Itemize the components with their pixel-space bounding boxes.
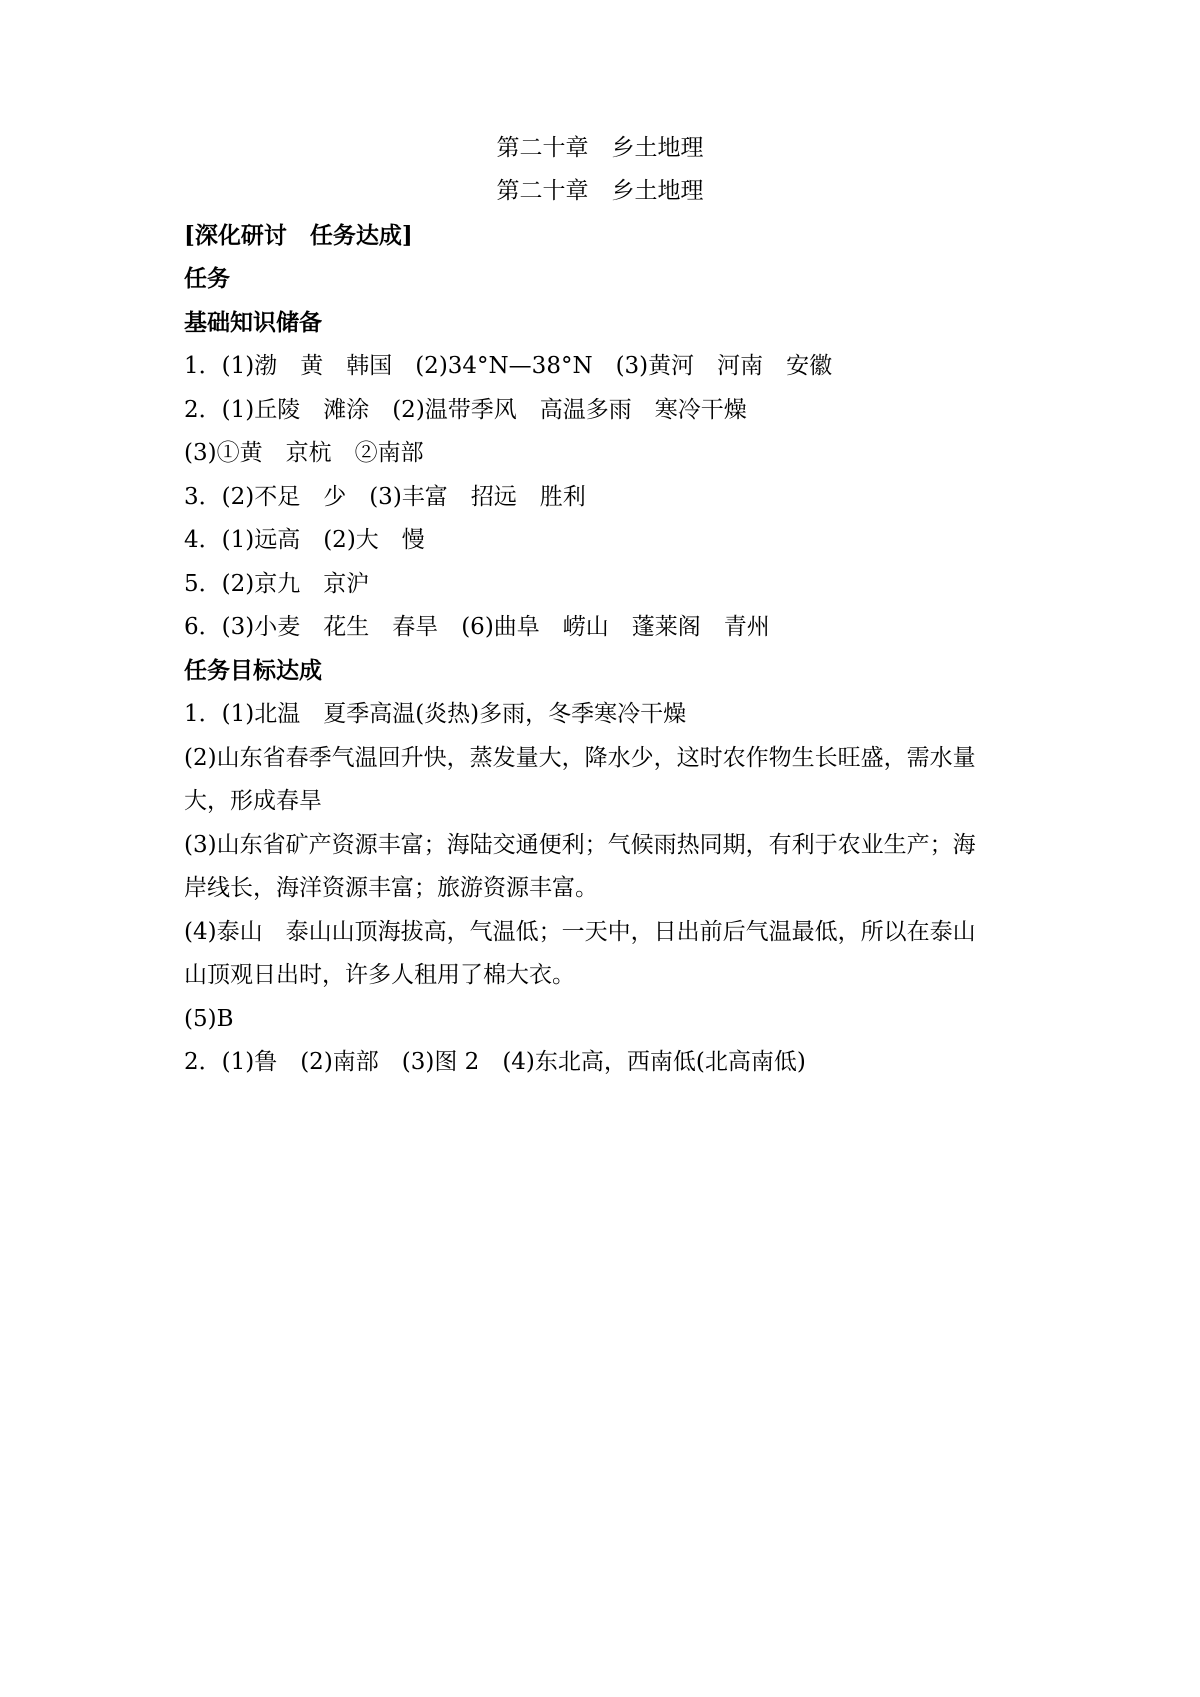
goal-answer-line: 山顶观日出时，许多人租用了棉大衣。 bbox=[184, 962, 575, 988]
task-label: 任务 bbox=[184, 265, 230, 292]
goal-answer-line: (5)B bbox=[184, 1006, 234, 1032]
chapter-title: 第二十章 乡土地理 bbox=[496, 135, 704, 161]
basic-answer-line: (3)①黄 京杭 ②南部 bbox=[184, 440, 424, 466]
goal-answer-line: 2．(1)鲁 (2)南部 (3)图 2 (4)东北高，西南低(北高南低) bbox=[184, 1049, 806, 1075]
basic-answer-line: 4．(1)远高 (2)大 慢 bbox=[184, 527, 425, 553]
goal-answer-line: (2)山东省春季气温回升快，蒸发量大，降水少，这时农作物生长旺盛，需水量 bbox=[184, 745, 976, 771]
basic-answer-line: 1．(1)渤 黄 韩国 (2)34°N—38°N (3)黄河 河南 安徽 bbox=[184, 353, 833, 379]
goal-answer-line: (4)泰山 泰山山顶海拔高，气温低；一天中，日出前后气温最低，所以在泰山 bbox=[184, 919, 976, 945]
goal-answer-line: 大，形成春旱 bbox=[184, 788, 322, 814]
task-goal-heading: 任务目标达成 bbox=[184, 657, 322, 684]
basic-answer-line: 5．(2)京九 京沪 bbox=[184, 571, 370, 597]
basic-answer-line: 2．(1)丘陵 滩涂 (2)温带季风 高温多雨 寒冷干燥 bbox=[184, 397, 747, 423]
goal-answer-line: 1．(1)北温 夏季高温(炎热)多雨，冬季寒冷干燥 bbox=[184, 701, 687, 727]
basic-answer-line: 6．(3)小麦 花生 春旱 (6)曲阜 崂山 蓬莱阁 青州 bbox=[184, 614, 770, 640]
section-heading: [深化研讨 任务达成] bbox=[184, 222, 413, 249]
goal-answer-line: (3)山东省矿产资源丰富；海陆交通便利；气候雨热同期，有利于农业生产；海 bbox=[184, 832, 976, 858]
chapter-title-repeat: 第二十章 乡土地理 bbox=[496, 178, 704, 204]
basic-answer-line: 3．(2)不足 少 (3)丰富 招远 胜利 bbox=[184, 484, 586, 510]
basic-knowledge-heading: 基础知识储备 bbox=[184, 309, 322, 336]
goal-answer-line: 岸线长，海洋资源丰富；旅游资源丰富。 bbox=[184, 875, 598, 901]
